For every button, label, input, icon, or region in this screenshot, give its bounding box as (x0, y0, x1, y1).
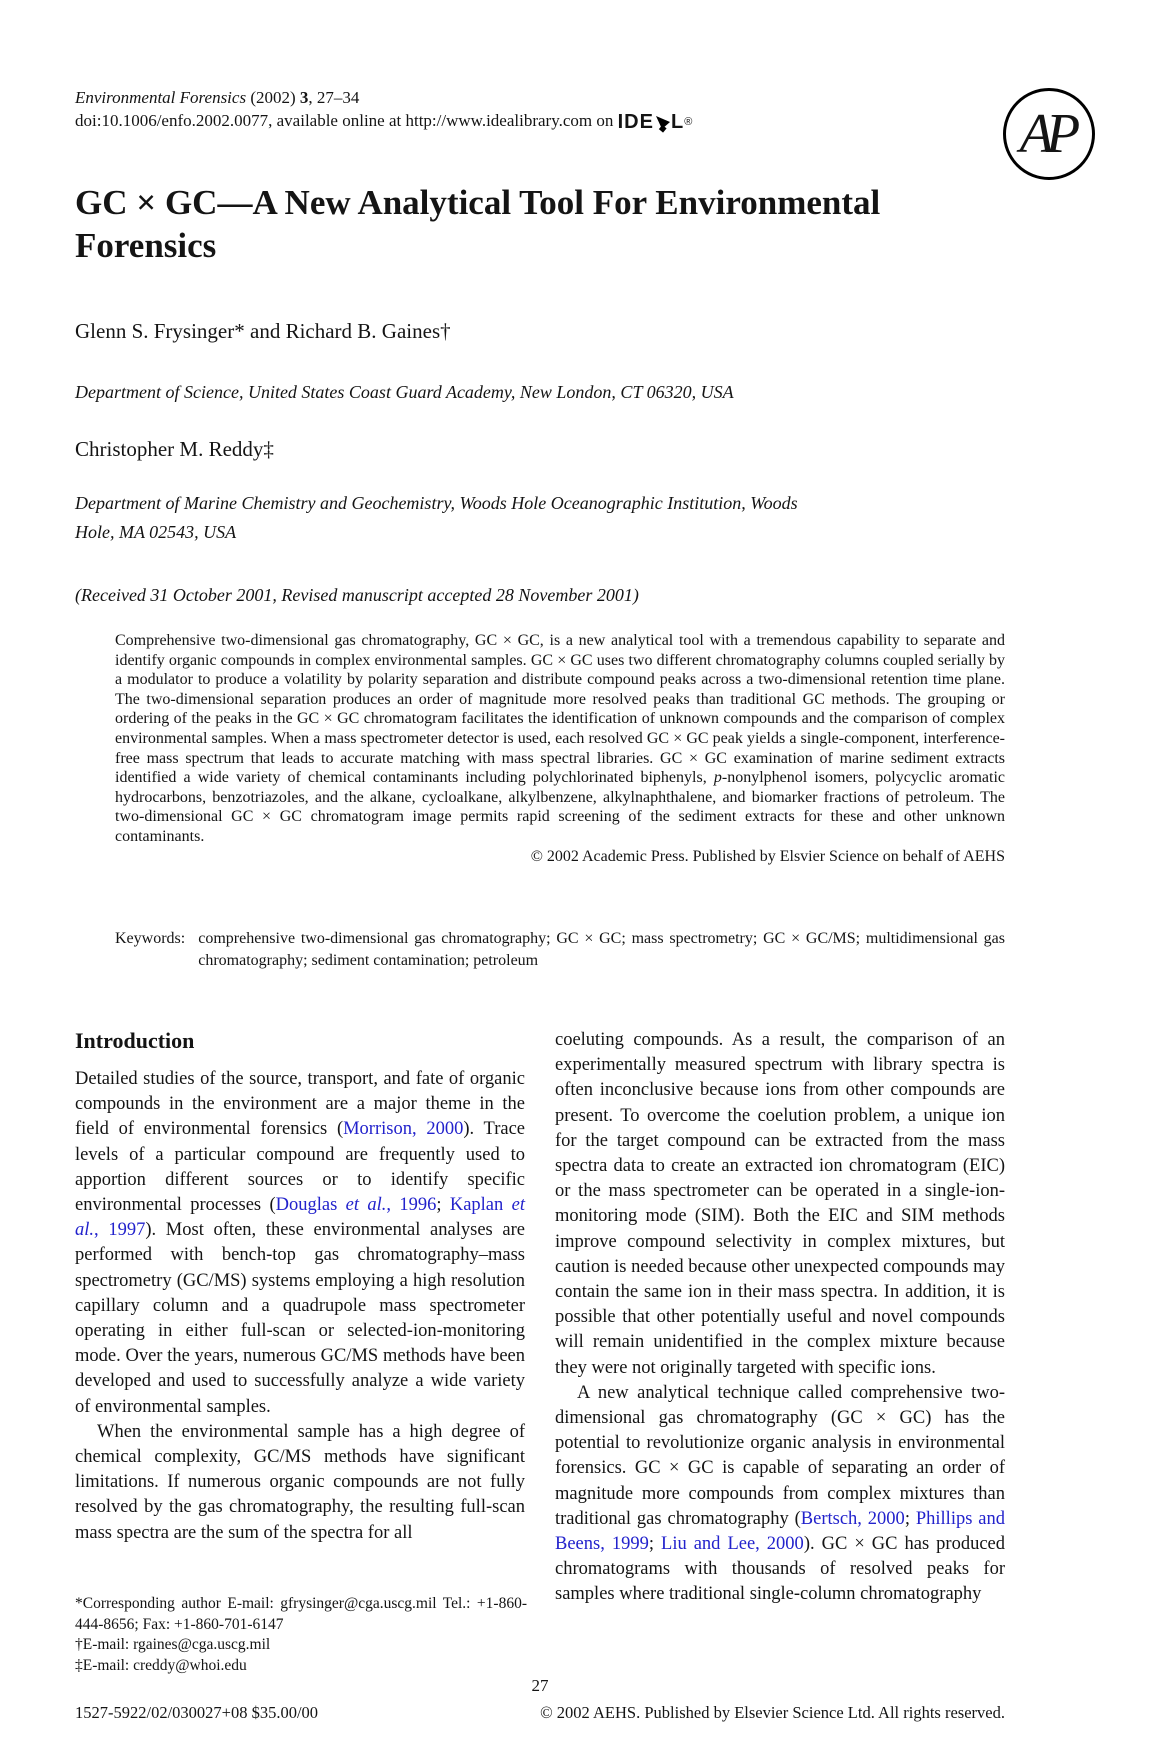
text-segment: ; (904, 1508, 916, 1529)
citation-link[interactable]: , 1997 (94, 1220, 146, 1241)
footnote-gaines-email: †E-mail: rgaines@cga.uscg.mil (75, 1636, 271, 1653)
citation-link[interactable]: et al. (75, 1195, 525, 1241)
abstract (115, 631, 1005, 866)
journal-header (75, 86, 693, 134)
page-number: 27 (531, 1676, 549, 1695)
intro-paragraph-1 (75, 1067, 525, 1420)
received-line: (Received 31 October 2001, Revised manuscript accepted 28 November 2001) (75, 585, 639, 605)
footer (75, 1703, 1005, 1723)
footnote-reddy-email: ‡E-mail: creddy@whoi.edu (75, 1656, 247, 1674)
footer-copyright: © 2002 AEHS. Published by Elsevier Science Ltd. All rights reserved. (540, 1703, 1005, 1722)
article-body (75, 1028, 1005, 1608)
text-segment: (2002) (246, 88, 300, 107)
ideal-logo-text-l: L (670, 111, 685, 133)
keywords (115, 928, 1005, 971)
citation-link[interactable]: Morrison, 2000 (343, 1119, 464, 1140)
citation-link[interactable]: , 1996 (386, 1195, 437, 1216)
citation-link[interactable]: Bertsch, 2000 (800, 1508, 905, 1529)
text-segment: ; (648, 1534, 662, 1555)
text-segment: p (713, 769, 722, 787)
ideal-logo (618, 111, 694, 134)
citation-link[interactable]: Douglas (275, 1195, 346, 1216)
registered-mark-icon: ® (684, 116, 694, 128)
article-title: GC × GC—A New Analytical Tool For Environmental Forensics (75, 183, 881, 265)
text-segment: ). GC × GC has produced chromatograms with thousands of resolved peaks for samples where traditional single-column chromatography (555, 1534, 1005, 1605)
text-segment: Comprehensive two-dimensional gas chromatography, GC × GC, is a new analytical tool with a tremendous capability to separate and identify organic compounds in complex environmental samples. GC × GC uses two different chromatography columns coupled serially by a modulator to produce a volatility by polarity separation and distribute compound peaks across a two-dimensional retention time plane. The two-dimensional separation produces an order of magnitude more resolved peaks than traditional GC methods. The grouping or ordering of the peaks in the GC × GC chromatogram facilitates the identification of unknown compounds and the comparison of complex environmental samples. When a mass spectrometer detector is used, each resolved GC × GC peak yields a single-component, interference-free mass spectrum that leads to accurate matching with mass spectral libraries. GC × GC examination of marine sediment extracts identified a wide variety of chemical contaminants including polychlorinated biphenyls, (115, 632, 1005, 787)
affiliation-1: Department of Science, United States Coast Guard Academy, New London, CT 06320, USA (75, 382, 734, 402)
text-segment: , 27–34 (308, 88, 360, 107)
authors-line-2: Christopher M. Reddy‡ (75, 437, 274, 461)
cursor-arrow-icon (655, 115, 671, 133)
keywords-label: Keywords: (115, 930, 186, 947)
citation-link[interactable]: Phillips and Beens, 1999 (555, 1508, 1006, 1555)
text-segment: ). Most often, these environmental analyses are performed with bench-top gas chromatography–mass spectrometry (GC/MS) systems employing a high resolution capillary column and a quadrupole mass spectrometer operating in either full-scan or selected-ion-monitoring mode. Over the years, numerous GC/MS methods have been developed and used to successfully analyze a wide variety of environmental samples. (75, 1220, 525, 1417)
journal-citation-line (75, 86, 693, 109)
abstract-copyright: © 2002 Academic Press. Published by Elsvier Science on behalf of AEHS (530, 847, 1005, 865)
text-segment: Detailed studies of the source, transport, and fate of organic compounds in the environment are a major theme in the field of environmental forensics ( (75, 1069, 525, 1140)
footnotes (75, 1594, 527, 1676)
text-segment: 3 (299, 88, 309, 107)
academic-press-logo (1003, 88, 1095, 180)
intro-paragraph-3: coeluting compounds. As a result, the comparison of an experimentally measured spectrum with library spectra is often inconclusive because ions from other compounds are present. To overcome the coelution problem, a unique ion for the target compound can be extracted from the mass spectra data to create an extracted ion chromatogram (EIC) or the mass spectrometer can be operated in a single-ion-monitoring mode (SIM). Both the EIC and SIM methods improve compound selectivity in complex mixtures, but caution is needed because other unexpected compounds may contain the same ion in their mass spectra. In addition, it is possible that other potentially useful and novel compounds will remain unidentified in the complex mixture because they were not originally targeted with specific ions. (555, 1030, 1005, 1378)
doi-text: doi:10.1006/enfo.2002.0077, available online at http://www.idealibrary.com on (75, 111, 618, 130)
section-heading-introduction: Introduction (75, 1028, 195, 1053)
authors-line-1: Glenn S. Frysinger* and Richard B. Gaines† (75, 319, 451, 343)
citation-link[interactable]: et al. (345, 1195, 387, 1216)
text-segment: Environmental Forensics (75, 88, 247, 107)
intro-paragraph-4 (555, 1381, 1005, 1608)
ap-monogram: AP (1019, 103, 1073, 165)
citation-link[interactable]: Kaplan (449, 1195, 512, 1216)
right-column (555, 1028, 1005, 1608)
text-segment: -nonylphenol isomers, polycyclic aromatic hydrocarbons, benzotriazoles, and the alkane, cycloalkane, alkylbenzene, alkylnaphthalene, and biomarker fractions of petroleum. The two-dimensional GC × GC chromatogram image permits rapid screening of the sediment extracts for these and other unknown contaminants. (115, 769, 1006, 845)
footnote-corresponding-author: *Corresponding author E-mail: gfrysinger@cga.uscg.mil Tel.: +1-860-444-8656; Fax: +1-860-701-6147 (75, 1595, 527, 1633)
text-segment: ). Trace levels of a particular compound are frequently used to apportion different sources or to identify specific environmental processes ( (75, 1119, 525, 1216)
text-segment: A new analytical technique called comprehensive two-dimensional gas chromatography (GC × GC) has the potential to revolutionize organic analysis in environmental forensics. GC × GC is capable of separating an order of magnitude more compounds from complex mixtures than traditional gas chromatography ( (555, 1382, 1005, 1529)
issn-price-code: 1527-5922/02/030027+08 $35.00/00 (75, 1703, 319, 1722)
text-segment: ; (436, 1195, 450, 1216)
intro-paragraph-2: When the environmental sample has a high degree of chemical complexity, GC/MS methods have significant limitations. If numerous organic compounds are not fully resolved by the gas chromatography, the resulting full-scan mass spectra are the sum of the spectra for all (75, 1421, 525, 1543)
keywords-text: comprehensive two-dimensional gas chromatography; GC × GC; mass spectrometry; GC × GC/MS; multidimensional gas chromatography; sediment contamination; petroleum (198, 930, 1005, 969)
abstract-text (115, 631, 1005, 847)
doi-line (75, 109, 693, 134)
affiliation-2: Department of Marine Chemistry and Geochemistry, Woods Hole Oceanographic Institution, Woods Hole, MA 02543, USA (75, 493, 798, 542)
left-column (75, 1028, 525, 1608)
ideal-logo-text-ide: IDE (617, 111, 654, 133)
citation-link[interactable]: Liu and Lee, 2000 (661, 1534, 804, 1555)
